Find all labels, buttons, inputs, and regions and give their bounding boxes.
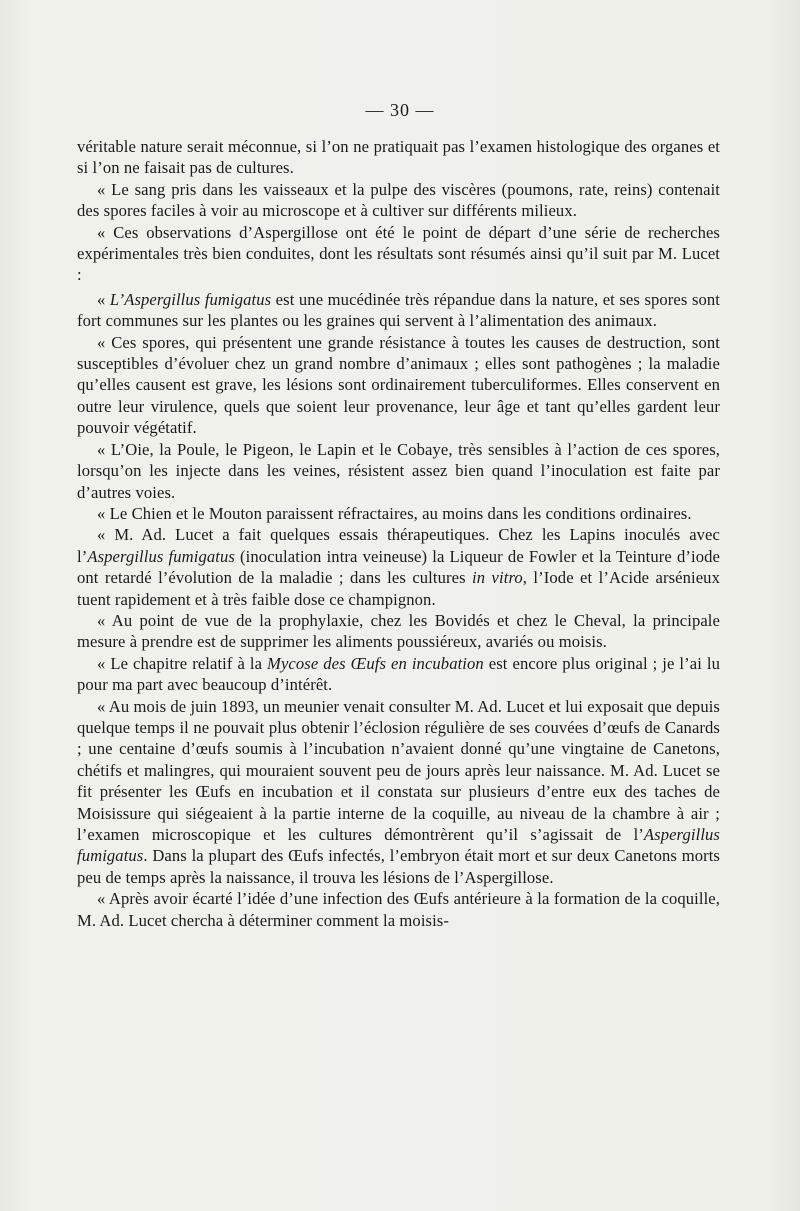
paragraph-12: [77, 888, 720, 931]
paragraph-text: « Le chapitre relatif à la: [97, 653, 268, 673]
paragraph-text: « Le Chien et le Mouton paraissent réfractaires, au moins dans les conditions ordinaires.: [97, 503, 692, 523]
body-text: [77, 136, 720, 931]
paragraph-text: véritable nature serait méconnue, si l’on ne pratiquait pas l’examen histologique des organes et si l’on ne faisait pas de cultures.: [77, 137, 720, 178]
paragraph-text: « Ces observations d’Aspergillose ont été le point de départ d’une série de recherches expérimentales très bien conduites, dont les résultats sont résumés ainsi qu’il suit par M. Lucet :: [77, 222, 720, 285]
paragraph-text: , l’Iode et l’Acide arsénieux tuent rapidement et à très faible dose ce champignon.: [77, 568, 720, 609]
paragraph-8: [77, 524, 720, 610]
paragraph-11: [77, 696, 720, 889]
italic-term: L’Aspergillus fumigatus: [109, 289, 272, 309]
paragraph-text: « Ces spores, qui présentent une grande résistance à toutes les causes de destruction, sont susceptibles d’évoluer chez un grand nombre d’animaux ; elles sont pathogènes ; la maladie qu’elles causent est grave, les lésions sont ordinairement tuberculiformes. Elles conservent en outre leur virulence, quels que soient leur provenance, leur âge et tant qu’elles gardent leur pouvoir végétatif.: [77, 332, 720, 438]
italic-term: Mycose des Œufs en incubation: [267, 653, 484, 673]
paragraph-text: est encore plus original ; je l’ai lu pour ma part avec beaucoup d’intérêt.: [77, 653, 721, 695]
page-number: — 30 —: [365, 100, 435, 120]
paragraph-7: [77, 503, 720, 524]
paragraph-2: [77, 179, 720, 222]
paragraph-text: « Le sang pris dans les vaisseaux et la pulpe des viscères (poumons, rate, reins) contenait des spores faciles à voir au microscope et à cultiver sur différents milieux.: [77, 179, 720, 221]
paragraph-text: « Après avoir écarté l’idée d’une infection des Œufs antérieure à la formation de la coquille, M. Ad. Lucet chercha à déterminer comment la moisis-: [77, 889, 720, 930]
paragraph-text: . Dans la plupart des Œufs infectés, l’embryon était mort et sur deux Canetons morts peu de temps après la naissance, il trouva les lésions de l’Aspergillose.: [77, 846, 720, 887]
paragraph-6: [77, 439, 720, 503]
paragraph-9: [77, 610, 720, 653]
paragraph-text: « M. Ad. Lucet a fait quelques essais thérapeutiques. Chez les Lapins inoculés avec l’: [77, 525, 720, 566]
paragraph-text: « Au mois de juin 1893, un meunier venait consulter M. Ad. Lucet et lui exposait que depuis quelque temps il ne pouvait plus obtenir l’éclosion régulière de ses couvées d’œufs de Canards ; une centaine d’œufs soumis à l’incubation n’avaient donné qu’une vingtaine de Canetons, chétifs et malingres, qui mouraient souvent peu de jours après leur naissance. M. Ad. Lucet se fit présenter les Œufs en incubation et il constata sur plusieurs d’entre eux des taches de Moisissure qui siégeaient à la partie interne de la coquille, au niveau de la chambre à air ; l’examen microscopique et les cultures démontrèrent qu’il s’agissait de l’: [77, 696, 720, 844]
paragraph-text: «: [97, 289, 110, 309]
paragraph-4: [77, 289, 720, 332]
italic-term: Aspergillus fumigatus: [77, 825, 720, 866]
italic-term: Aspergillus fumigatus: [87, 546, 235, 566]
italic-term: in vitro: [472, 568, 523, 588]
paragraph-text: « Au point de vue de la prophylaxie, chez les Bovidés et chez le Cheval, la principale mesure à prendre est de supprimer les aliments poussiéreux, avariés ou moisis.: [77, 610, 720, 652]
paragraph-1: [77, 136, 720, 179]
paragraph-text: est une mucédinée très répandue dans la nature, et ses spores sont fort communes sur les plantes ou les graines qui servent à l’alimentation des animaux.: [77, 289, 721, 331]
paragraph-5: [77, 332, 720, 439]
paragraph-3: [77, 222, 720, 286]
paragraph-text: (inoculation intra veineuse) la Liqueur de Fowler et la Teinture d’iode ont retardé l’évolution de la maladie ; dans les cultures: [77, 546, 720, 588]
paragraph-10: [77, 653, 720, 696]
paragraph-text: « L’Oie, la Poule, le Pigeon, le Lapin et le Cobaye, très sensibles à l’action de ces spores, lorsqu’on les injecte dans les veines, résistent assez bien quand l’inoculation est faite par d’autres voies.: [77, 439, 720, 502]
